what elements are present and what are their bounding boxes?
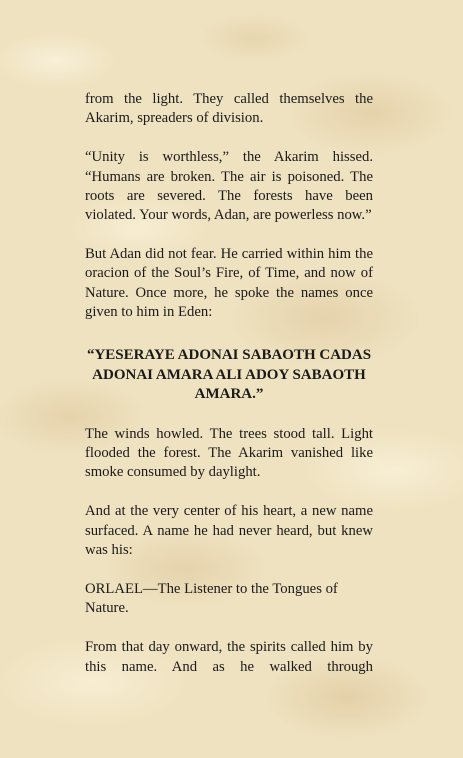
- paragraph-adan-response: But Adan did not fear. He carried within him the oracion of the Soul’s Fire, of Time, and now of Nature. Once more, he spoke the names once given to him in Eden:: [85, 246, 373, 320]
- incantation-text: “YESERAYE ADONAI SABAOTH CADAS ADONAI AMARA ALI ADOY SABAOTH AMARA.”: [86, 347, 372, 403]
- page-text-block: [85, 90, 373, 697]
- paragraph-winds: The winds howled. The trees stood tall. Light flooded the forest. The Akarim vanished like smoke consumed by daylight.: [85, 425, 373, 481]
- paragraph-new-name: And at the very center of his heart, a new name surfaced. A name he had never heard, but knew was his:: [85, 503, 373, 558]
- paragraph-orlael: ORLAEL—The Listener to the Tongues of Nature.: [85, 581, 338, 617]
- paragraph-akarim-intro: from the light. They called themselves the Akarim, spreaders of division.: [85, 91, 373, 127]
- paragraph-akarim-speech: “Unity is worthless,” the Akarim hissed. “Humans are broken. The air is poisoned. The roots are severed. The forests have been violated. Your words, Adan, are powerless now.”: [85, 149, 373, 224]
- paragraph-spirits: From that day onward, the spirits called him by this name. And as he walked through: [85, 639, 373, 675]
